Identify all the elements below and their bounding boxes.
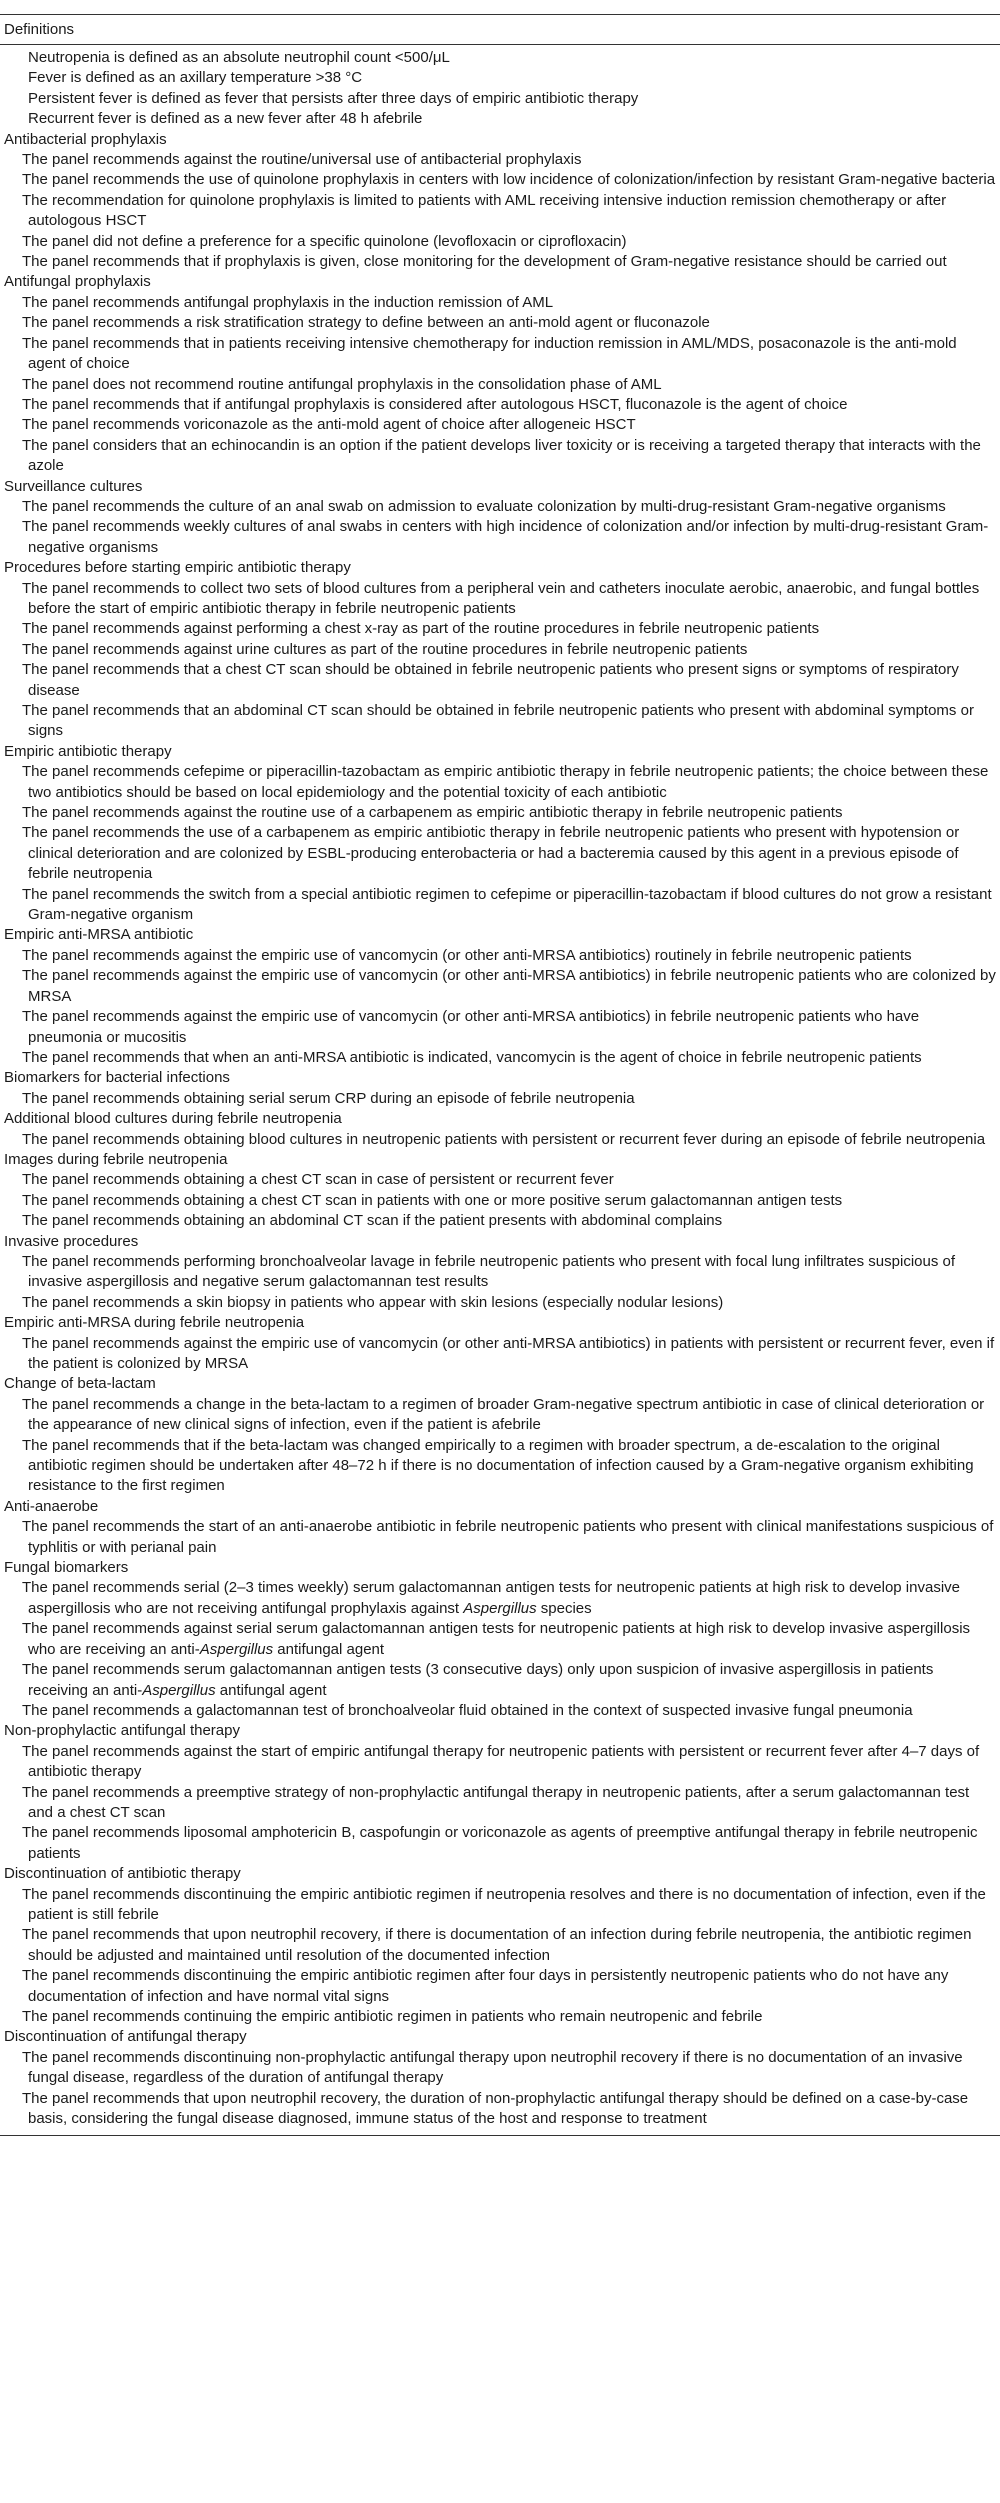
recommendation-item: The panel recommends voriconazole as the anti-mold agent of choice after allogeneic HSCT [22, 416, 636, 434]
recommendation-item: The panel does not recommend routine antifungal prophylaxis in the consolidation phase of AML [22, 375, 662, 393]
section-title: Fungal biomarkers [4, 1559, 129, 1577]
recommendation-item: The panel recommends against the routine use of a carbapenem as empiric antibiotic therapy in febrile neutropenic patients [22, 804, 843, 822]
section-title: Empiric anti-MRSA during febrile neutropenia [4, 1314, 305, 1332]
recommendation-item: The panel recommends liposomal amphotericin B, caspofungin or voriconazole as agents of preemptive antifungal therapy in febrile neutropenic patients [22, 1824, 978, 1862]
section-title: Discontinuation of antifungal therapy [4, 2028, 247, 2046]
recommendation-item: The panel recommends against performing a chest x-ray as part of the routine procedures in febrile neutropenic patients [22, 620, 820, 638]
recommendation-item: The panel recommends obtaining a chest CT scan in patients with one or more positive serum galactomannan antigen tests [22, 1191, 843, 1209]
recommendation-item: The panel recommends against the start of empiric antifungal therapy for neutropenic patients with persistent or recurrent fever after 4–7 days of antibiotic therapy [22, 1742, 980, 1781]
recommendation-item: The panel recommends a skin biopsy in patients who appear with skin lesions (especially nodular lesions) [22, 1293, 724, 1311]
table-header [0, 15, 1000, 45]
section-title: Surveillance cultures [4, 477, 143, 495]
definitions-list [4, 48, 996, 130]
section [4, 1068, 996, 1109]
recommendation-item: The panel recommends antifungal prophylaxis in the induction remission of AML [22, 293, 554, 311]
recommendation-item: The panel recommends a preemptive strategy of non-prophylactic antifungal therapy in neutropenic patients, after a serum galactomannan test and a chest CT scan [22, 1783, 970, 1821]
section [4, 1313, 996, 1374]
section [4, 130, 996, 273]
section [4, 1232, 996, 1314]
recommendation-item: The panel did not define a preference for a specific quinolone (levofloxacin or ciprofloxacin) [22, 232, 627, 250]
recommendation-item: The panel recommends a galactomannan test of bronchoalveolar fluid obtained in the context of suspected invasive fungal pneumonia [22, 1701, 913, 1719]
recommendation-item: The panel recommends against the empiric use of vancomycin (or other anti-MRSA antibiotics) routinely in febrile neutropenic patients [22, 946, 912, 964]
section [4, 925, 996, 1068]
genus-italic: Aspergillus [463, 1599, 537, 1617]
recommendation-item: The panel recommends a change in the beta-lactam to a regimen of broader Gram-negative spectrum antibiotic in case of clinical deterioration or the appearance of new clinical signs of infection, even if the patient is afebrile [22, 1395, 985, 1434]
recommendation-item: The panel recommends the culture of an anal swab on admission to evaluate colonization by multi-drug-resistant Gram-negative organisms [22, 497, 946, 515]
recommendation-item: The panel recommends the start of an anti-anaerobe antibiotic in febrile neutropenic patients who present with clinical manifestations suspicious of typhlitis or with perianal pain [22, 1518, 994, 1556]
section [4, 1150, 996, 1232]
section [4, 742, 996, 926]
sections-list [4, 130, 996, 2130]
section-title: Images during febrile neutropenia [4, 1150, 228, 1168]
recommendation-item: The panel recommends against the routine/universal use of antibacterial prophylaxis [22, 151, 582, 169]
section [4, 477, 996, 559]
recommendation-item: The panel recommends obtaining an abdominal CT scan if the patient presents with abdominal complains [22, 1212, 723, 1230]
section [4, 1109, 996, 1150]
definition-item: Recurrent fever is defined as a new fever after 48 h afebrile [28, 110, 423, 128]
section [4, 1721, 996, 1864]
section [4, 1864, 996, 2027]
recommendation-item: The panel recommends discontinuing the empiric antibiotic regimen after four days in persistently neutropenic patients who do not have any documentation of infection and have normal vital signs [22, 1967, 949, 2005]
recommendation-item: The panel recommends that when an anti-MRSA antibiotic is indicated, vancomycin is the agent of choice in febrile neutropenic patients [22, 1048, 922, 1066]
section-title: Anti-anaerobe [4, 1497, 99, 1515]
recommendation-item: The panel recommends against urine cultures as part of the routine procedures in febrile neutropenic patients [22, 640, 748, 658]
recommendation-item: The recommendation for quinolone prophylaxis is limited to patients with AML receiving intensive induction remission chemotherapy or after autologous HSCT [22, 191, 947, 230]
recommendation-item: The panel recommends that a chest CT scan should be obtained in febrile neutropenic patients who present signs or symptoms of respiratory disease [22, 661, 959, 699]
recommendation-item: The panel recommends that an abdominal CT scan should be obtained in febrile neutropenic patients who present with abdominal symptoms or signs [22, 702, 974, 740]
recommendation-item: The panel recommends discontinuing non-prophylactic antifungal therapy upon neutrophil recovery if there is no documentation of an invasive fungal disease, regardless of the duration of antifungal therapy [22, 2048, 963, 2087]
definition-item: Persistent fever is defined as fever that persists after three days of empiric antibiotic therapy [28, 89, 639, 107]
table-header-label: Definitions [4, 21, 75, 38]
recommendation-item: The panel recommends obtaining serial serum CRP during an episode of febrile neutropenia [22, 1089, 635, 1107]
genus-italic: Aspergillus [142, 1681, 216, 1699]
section-title: Invasive procedures [4, 1232, 139, 1250]
recommendation-item: The panel recommends discontinuing the empiric antibiotic regimen if neutropenia resolves and there is no documentation of infection, even if the patient is still febrile [22, 1885, 986, 1923]
section [4, 2027, 996, 2129]
recommendation-item: The panel recommends serial (2–3 times weekly) serum galactomannan antigen tests for neutropenic patients at high risk to develop invasive aspergillosis who are not receiving antifungal prophylaxis against Aspergillus species [22, 1579, 960, 1617]
recommendation-item: The panel recommends that upon neutrophil recovery, if there is documentation of an infection during febrile neutropenia, the antibiotic regimen should be adjusted and maintained until resolution of the documented infection [22, 1926, 972, 1964]
recommendation-item: The panel recommends that if prophylaxis is given, close monitoring for the development of Gram-negative resistance should be carried out [22, 253, 947, 271]
recommendation-item: The panel recommends the use of quinolone prophylaxis in centers with low incidence of colonization/infection by resistant Gram-negative bacteria [22, 171, 996, 189]
recommendation-item: The panel recommends the use of a carbapenem as empiric antibiotic therapy in febrile neutropenic patients who present with hypotension or clinical deterioration and are colonized by ESBL-producing enterobacteria or had a bacteremia caused by this agent in a previous episode of febrile neutropenia [22, 824, 960, 883]
section [4, 1374, 996, 1496]
recommendation-item: The panel recommends that upon neutrophil recovery, the duration of non-prophylactic antifungal therapy should be defined on a case-by-case basis, considering the fungal disease diagnosed, immune status of the host and response to treatment [22, 2089, 969, 2128]
section-title: Empiric antibiotic therapy [4, 742, 172, 760]
definition-item: Fever is defined as an axillary temperature >38 °C [28, 69, 363, 87]
section [4, 272, 996, 476]
section [4, 1558, 996, 1721]
section [4, 1497, 996, 1558]
section-title: Non-prophylactic antifungal therapy [4, 1722, 240, 1740]
recommendation-item: The panel considers that an echinocandin is an option if the patient develops liver toxicity or is receiving a targeted therapy that interacts with the azole [22, 436, 981, 475]
section-title: Procedures before starting empiric antibiotic therapy [4, 559, 351, 577]
recommendation-item: The panel recommends continuing the empiric antibiotic regimen in patients who remain neutropenic and febrile [22, 2008, 763, 2025]
recommendation-item: The panel recommends obtaining blood cultures in neutropenic patients with persistent or recurrent fever during an episode of febrile neutropenia [22, 1130, 986, 1148]
section-title: Change of beta-lactam [4, 1375, 156, 1393]
table-bottom-rule [0, 2135, 1000, 2136]
recommendation-item: The panel recommends performing bronchoalveolar lavage in febrile neutropenic patients who present with focal lung infiltrates suspicious of invasive aspergillosis and negative serum galactomannan test results [22, 1252, 956, 1291]
recommendation-item: The panel recommends against the empiric use of vancomycin (or other anti-MRSA antibiotics) in patients with persistent or recurrent fever, even if the patient is colonized by MRSA [22, 1334, 995, 1372]
recommendation-item: The panel recommends the switch from a special antibiotic regimen to cefepime or piperacillin-tazobactam if blood cultures do not grow a resistant Gram-negative organism [22, 885, 992, 924]
recommendation-item: The panel recommends weekly cultures of anal swabs in centers with high incidence of colonization and/or infection by multi-drug-resistant Gram-negative organisms [22, 518, 989, 556]
recommendation-item: The panel recommends to collect two sets of blood cultures from a peripheral vein and catheters inoculate aerobic, anaerobic, and fungal bottles before the start of empiric antibiotic therapy in febrile neutropenic patients [22, 579, 980, 617]
recommendation-item: The panel recommends that if the beta-lactam was changed empirically to a regimen with broader spectrum, a de-escalation to the original antibiotic regimen should be undertaken after 48–72 h if there is no documentation of infection caused by a Gram-negative organism exhibiting resistance to the first regimen [22, 1436, 974, 1495]
recommendation-item: The panel recommends serum galactomannan antigen tests (3 consecutive days) only upon suspicion of invasive aspergillosis in patients receiving an anti-Aspergillus antifungal agent [22, 1661, 934, 1699]
recommendation-item: The panel recommends that if antifungal prophylaxis is considered after autologous HSCT, fluconazole is the agent of choice [22, 395, 848, 413]
definition-item: Neutropenia is defined as an absolute neutrophil count <500/μL [28, 49, 450, 66]
section-title: Additional blood cultures during febrile neutropenia [4, 1110, 342, 1128]
section-title: Empiric anti-MRSA antibiotic [4, 926, 194, 944]
section-title: Antifungal prophylaxis [4, 273, 151, 291]
section-title: Antibacterial prophylaxis [4, 130, 167, 148]
section-title: Discontinuation of antibiotic therapy [4, 1865, 241, 1883]
recommendation-item: The panel recommends against the empiric use of vancomycin (or other anti-MRSA antibiotics) in febrile neutropenic patients who have pneumonia or mucositis [22, 1008, 920, 1046]
table-body [0, 45, 1000, 2133]
recommendation-item: The panel recommends against the empiric use of vancomycin (or other anti-MRSA antibiotics) in febrile neutropenic patients who are colonized by MRSA [22, 967, 996, 1005]
section-title: Biomarkers for bacterial infections [4, 1069, 230, 1087]
recommendation-item: The panel recommends against serial serum galactomannan antigen tests for neutropenic patients at high risk to develop invasive aspergillosis who are receiving an anti-Aspergillus antifungal agent [22, 1620, 971, 1658]
recommendation-item: The panel recommends that in patients receiving intensive chemotherapy for induction remission in AML/MDS, posaconazole is the anti-mold agent of choice [22, 334, 957, 373]
genus-italic: Aspergillus [199, 1640, 274, 1658]
recommendation-item: The panel recommends obtaining a chest CT scan in case of persistent or recurrent fever [22, 1171, 614, 1189]
section [4, 558, 996, 742]
recommendation-item: The panel recommends cefepime or piperacillin-tazobactam as empiric antibiotic therapy in febrile neutropenic patients; the choice between these two antibiotics should be based on local epidemiology and the potential toxicity of each antibiotic [22, 763, 989, 801]
recommendation-item: The panel recommends a risk stratification strategy to define between an anti-mold agent or fluconazole [22, 314, 710, 332]
